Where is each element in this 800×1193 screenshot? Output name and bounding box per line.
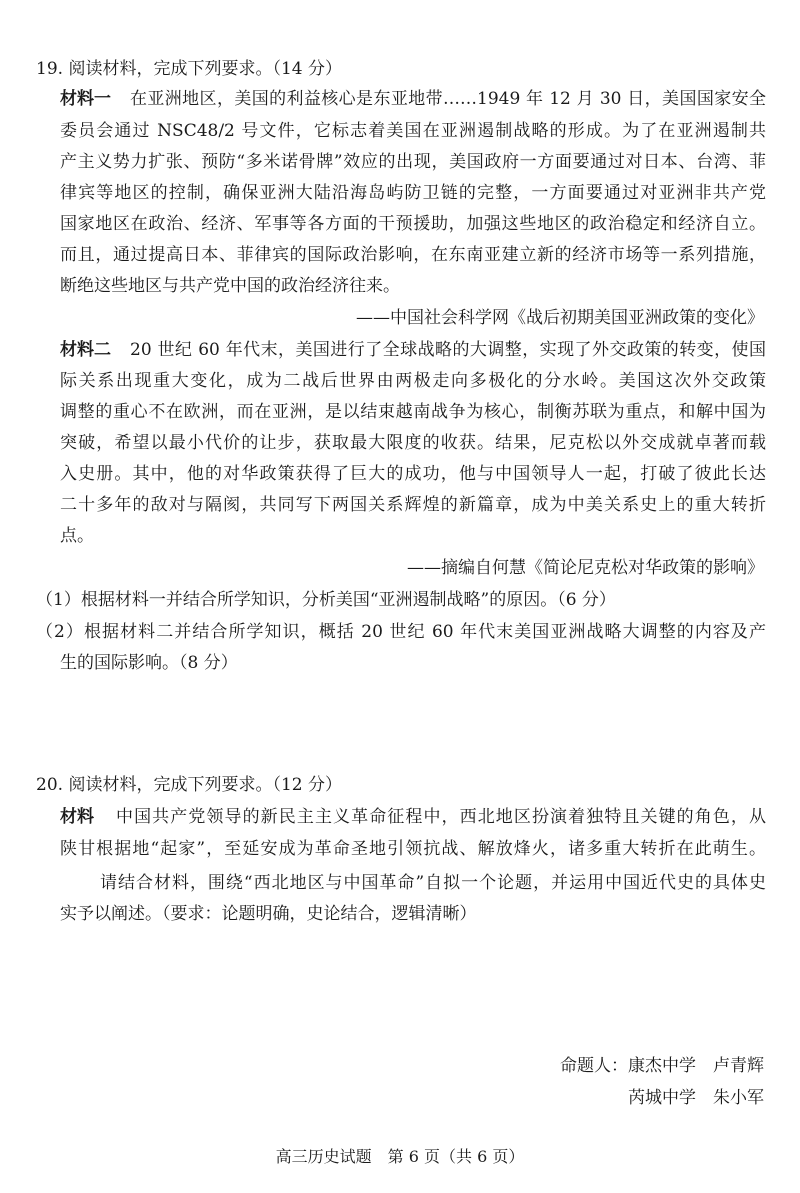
q19-m1-line: 国家地区在政治、经济、军事等各方面的干预援助，加强这些地区的政治稳定和经济自立。 (60, 214, 766, 234)
q20-task: 请结合材料，围绕“西北地区与中国革命”自拟一个论题，并运用中国近代史的具体史 (100, 873, 766, 893)
q19-m2-source: ——摘编自何慧《简论尼克松对华政策的影响》 (407, 558, 764, 578)
q19-m2-line: 点。 (60, 526, 94, 546)
authors-line-1: 命题人：康杰中学 卢青辉 (560, 1056, 764, 1076)
q20-material-line: 中国共产党领导的新民主主义革命征程中，西北地区扮演着独特且关键的角色，从 (116, 807, 766, 827)
q19-material1-label: 材料一 (60, 89, 111, 109)
q19-m1-line: 而且，通过提高日本、菲律宾的国际政治影响，在东南亚建立新的经济市场等一系列措施， (60, 245, 766, 265)
q20-task-cont: 实予以阐述。（要求：论题明确，史论结合，逻辑清晰） (60, 904, 477, 924)
q19-m1-line: 律宾等地区的控制，确保亚洲大陆沿海岛屿防卫链的完整，一方面要通过对亚洲非共产党 (60, 183, 766, 203)
q19-m1-source: ——中国社会科学网《战后初期美国亚洲政策的变化》 (356, 308, 764, 328)
page-footer: 高三历史试题 第 6 页（共 6 页） (275, 1147, 525, 1166)
q19-subquestion-2-cont: 生的国际影响。（8 分） (60, 653, 238, 673)
q19-m1-line: 委员会通过 NSC48/2 号文件，它标志着美国在亚洲遏制战略的形成。为了在亚洲遏制共 (60, 121, 766, 141)
q20-material-line: 陕甘根据地“起家”，至延安成为革命圣地引领抗战、解放烽火，诸多重大转折在此萌生。 (60, 839, 766, 859)
q19-m1-line: 在亚洲地区，美国的利益核心是东亚地带……1949 年 12 月 30 日，美国国家安全 (130, 89, 766, 109)
q19-subquestion-2: （2）根据材料二并结合所学知识，概括 20 世纪 60 年代末美国亚洲战略大调整的内容及产 (36, 622, 766, 642)
q19-m1-line: 产主义势力扩张、预防“多米诺骨牌”效应的出现，美国政府一方面要通过对日本、台湾、菲 (60, 152, 766, 172)
q19-m1-line: 断绝这些地区与共产党中国的政治经济往来。 (60, 276, 400, 296)
q20-header: 20. 阅读材料，完成下列要求。（12 分） (36, 775, 342, 795)
q19-material2-label: 材料二 (60, 340, 111, 360)
q20-material-label: 材料 (60, 807, 94, 827)
authors-line-2: 芮城中学 朱小军 (628, 1088, 764, 1108)
q19-m2-line: 二十多年的敌对与隔阂，共同写下两国关系辉煌的新篇章，成为中美关系史上的重大转折 (60, 495, 766, 515)
q19-header: 19. 阅读材料，完成下列要求。（14 分） (36, 59, 342, 79)
q19-m2-line: 调整的重心不在欧洲，而在亚洲，是以结束越南战争为核心，制衡苏联为重点，和解中国为 (60, 402, 766, 422)
q19-subquestion-1: （1）根据材料一并结合所学知识，分析美国“亚洲遏制战略”的原因。（6 分） (36, 590, 616, 610)
q19-m2-line: 际关系出现重大变化，成为二战后世界由两极走向多极化的分水岭。美国这次外交政策 (60, 371, 766, 391)
q19-m2-line: 入史册。其中，他的对华政策获得了巨大的成功，他与中国领导人一起，打破了彼此长达 (60, 464, 766, 484)
q19-m2-line: 20 世纪 60 年代末，美国进行了全球战略的大调整，实现了外交政策的转变，使国 (130, 340, 766, 360)
q19-m2-line: 突破，希望以最小代价的让步，获取最大限度的收获。结果，尼克松以外交成就卓著而载 (60, 433, 766, 453)
